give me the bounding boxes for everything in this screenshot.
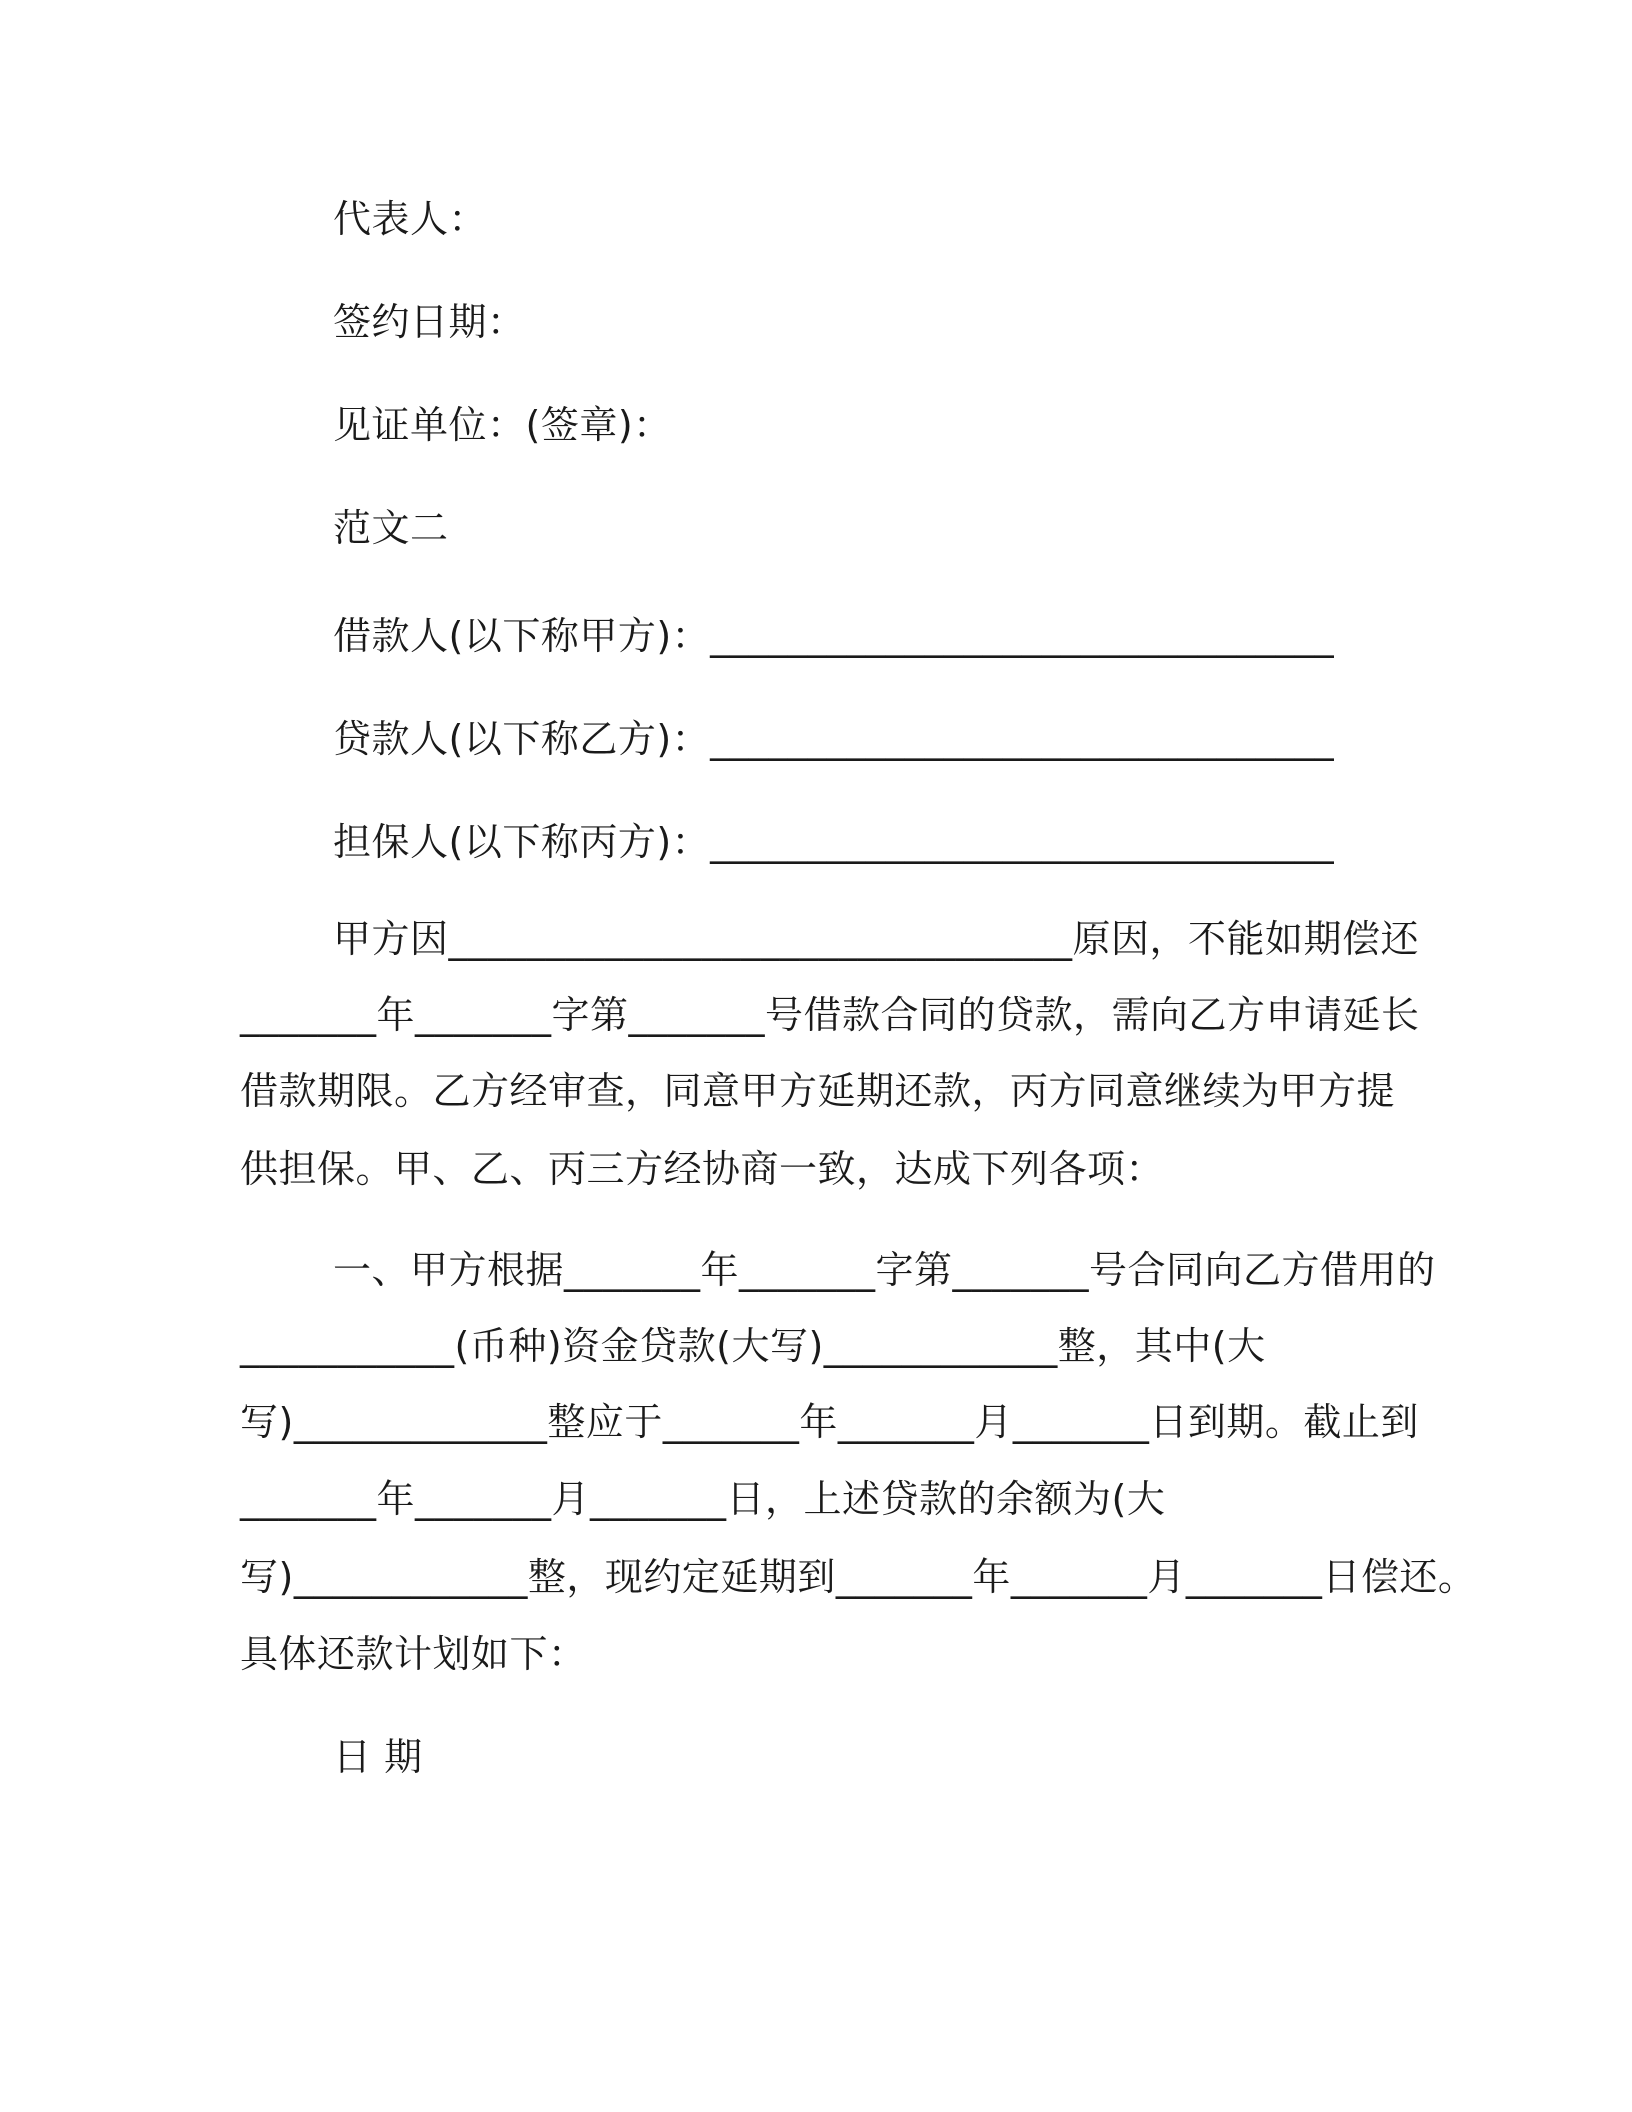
- representative-label: 代表人：: [333, 197, 488, 241]
- clause-line: 写)_____________整应于_______年_______月_______日到期。截止到: [240, 1400, 1419, 1444]
- date-column-label: 日 期: [333, 1735, 423, 1779]
- paragraph-line: _______年_______字第_______号借款合同的贷款，需向乙方申请延长: [240, 993, 1420, 1037]
- borrower-line: 借款人(以下称甲方)：________________________________: [333, 614, 1335, 658]
- clause-line: ___________(币种)资金贷款(大写)____________整，其中(大: [240, 1324, 1266, 1368]
- signing-date-label: 签约日期：: [333, 300, 526, 344]
- clause-line: 一、甲方根据_______年_______字第_______号合同向乙方借用的: [333, 1248, 1436, 1292]
- paragraph-line: 甲方因________________________________原因，不能如期偿还: [333, 917, 1420, 961]
- section-heading: 范文二: [333, 506, 449, 550]
- lender-line: 贷款人(以下称乙方)：________________________________: [333, 717, 1335, 761]
- witness-unit-label: 见证单位：(签章)：: [333, 403, 672, 447]
- clause-line: 写)____________整，现约定延期到_______年_______月_______日偿还。: [240, 1555, 1477, 1599]
- clause-line: _______年_______月_______日，上述贷款的余额为(大: [240, 1477, 1166, 1521]
- paragraph-line: 借款期限。乙方经审查，同意甲方延期还款，丙方同意继续为甲方提: [240, 1069, 1396, 1113]
- guarantor-line: 担保人(以下称丙方)：________________________________: [333, 820, 1335, 864]
- paragraph-line: 供担保。甲、乙、丙三方经协商一致，达成下列各项：: [240, 1147, 1165, 1191]
- clause-line: 具体还款计划如下：: [240, 1632, 587, 1676]
